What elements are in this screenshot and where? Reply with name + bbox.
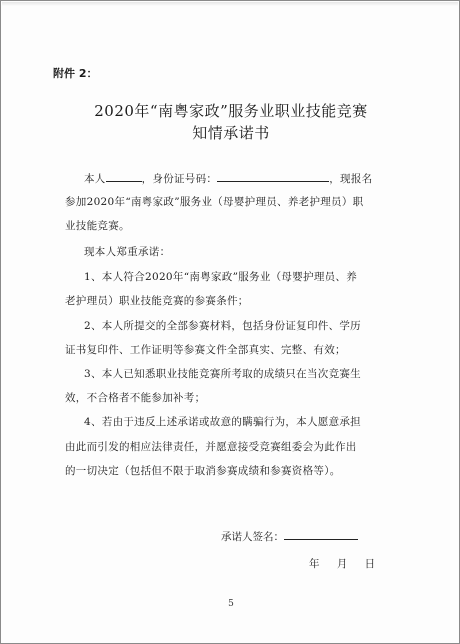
- item-2-line-1: 2、本人所提交的全部参赛材料，包括身份证复印件、学历: [84, 320, 361, 332]
- title-line-2: 知情承诺书: [192, 124, 270, 142]
- intro-line-2: 参加2020年“南粤家政”服务业（母婴护理员、养老护理员）职: [65, 196, 364, 208]
- item-4-line-1: 4、若由于违反上述承诺或故意的瞒骗行为，本人愿意承担: [84, 416, 361, 428]
- item-3-line-1: 3、本人已知悉职业技能竞赛所考取的成绩只在当次竞赛生: [84, 368, 361, 380]
- intro-line-1: [84, 171, 372, 186]
- signature-blank[interactable]: [284, 529, 358, 540]
- title-line-1: 2020年“南粤家政”服务业职业技能竞赛: [94, 102, 368, 120]
- name-blank[interactable]: [106, 171, 142, 182]
- item-1-line-1: 1、本人符合2020年“南粤家政”服务业（母婴护理员、养: [84, 271, 358, 283]
- item-3-line-2: 效，不合格者不能参加补考；: [65, 392, 206, 404]
- intro-text-2: ，身份证号码：: [141, 173, 218, 185]
- signature-label: 承诺人签名：: [221, 531, 284, 543]
- intro-line-3: 业技能竞赛。: [65, 220, 130, 232]
- item-4-line-2: 由此而引发的相应法律责任，并愿意接受竞赛组委会为此作出: [65, 441, 357, 453]
- intro-text-1: 本人: [84, 173, 106, 185]
- date-line: 年 月 日: [309, 558, 376, 570]
- item-2-line-2: 证书复印件、工作证明等参赛文件全部真实、完整、有效；: [65, 344, 346, 356]
- item-4-line-3: 的一切决定（包括但不限于取消参赛成绩和参赛资格等）。: [65, 465, 341, 477]
- signature-row: [221, 529, 358, 544]
- intro-text-3: ，现报名: [329, 173, 373, 185]
- id-number-blank[interactable]: [217, 171, 329, 182]
- solemn-promise: 现本人郑重承诺：: [84, 246, 171, 258]
- page-number: 5: [228, 599, 234, 609]
- annex-label: 附件 2：: [53, 67, 98, 80]
- scan-edge: [2, 2, 458, 6]
- item-1-line-2: 老护理员）职业技能竞赛的参赛条件；: [65, 295, 249, 307]
